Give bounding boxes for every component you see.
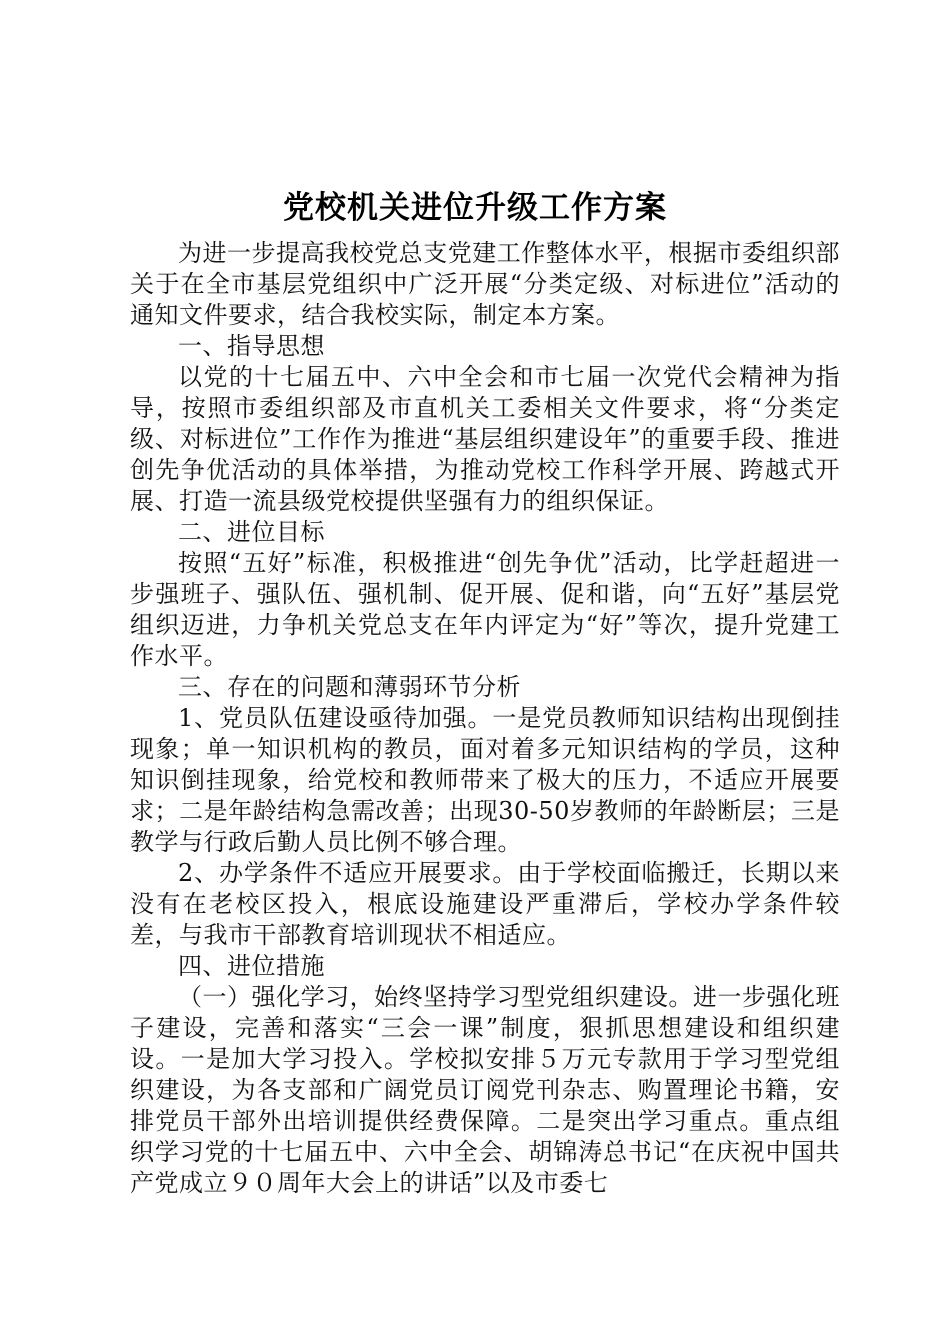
body-paragraph: 按照“五好”标准，积极推进“创先争优”活动，比学赶超进一步强班子、强队伍、强机制、促开展、促和谐，向“五好”基层党组织迈进，力争机关党总支在年内评定为“好”等次，提升党建工作水平。 [130, 549, 840, 670]
section-heading: 四、进位措施 [178, 952, 325, 980]
document-title: 党校机关进位升级工作方案 [283, 190, 667, 226]
section-heading: 一、指导思想 [178, 332, 325, 360]
body-paragraph: （一）强化学习，始终坚持学习型党组织建设。进一步强化班子建设，完善和落实“三会一课”制度，狠抓思想建设和组织建设。一是加大学习投入。学校拟安排５万元专款用于学习型党组织建设，为各支部和广阔党员订阅党刊杂志、购置理论书籍，安排党员干部外出培训提供经费保障。二是突出学习重点。重点组织学习党的十七届五中、六中全会、胡锦涛总书记“在庆祝中国共产党成立９０周年大会上的讲话”以及市委七 [130, 983, 840, 1197]
section-heading: 二、进位目标 [178, 518, 325, 546]
document-body [130, 238, 840, 1199]
section-heading: 三、存在的问题和薄弱环节分析 [178, 673, 521, 701]
body-paragraph: 2、办学条件不适应开展要求。由于学校面临搬迁，长期以来没有在老校区投入，根底设施建设严重滞后，学校办学条件较差，与我市干部教育培训现状不相适应。 [130, 859, 840, 949]
body-paragraph: 以党的十七届五中、六中全会和市七届一次党代会精神为指导，按照市委组织部及市直机关工委相关文件要求，将“分类定级、对标进位”工作作为推进“基层组织建设年”的重要手段、推进创先争优活动的具体举措，为推动党校工作科学开展、跨越式开展、打造一流县级党校提供坚强有力的组织保证。 [130, 363, 840, 515]
body-paragraph: 1、党员队伍建设亟待加强。一是党员教师知识结构出现倒挂现象；单一知识机构的教员，面对着多元知识结构的学员，这种知识倒挂现象，给党校和教师带来了极大的压力，不适应开展要求；二是年龄结构急需改善；出现30-50岁教师的年龄断层；三是教学与行政后勤人员比例不够合理。 [130, 704, 840, 856]
body-paragraph: 为进一步提高我校党总支党建工作整体水平，根据市委组织部关于在全市基层党组织中广泛开展“分类定级、对标进位”活动的通知文件要求，结合我校实际，制定本方案。 [130, 239, 840, 329]
